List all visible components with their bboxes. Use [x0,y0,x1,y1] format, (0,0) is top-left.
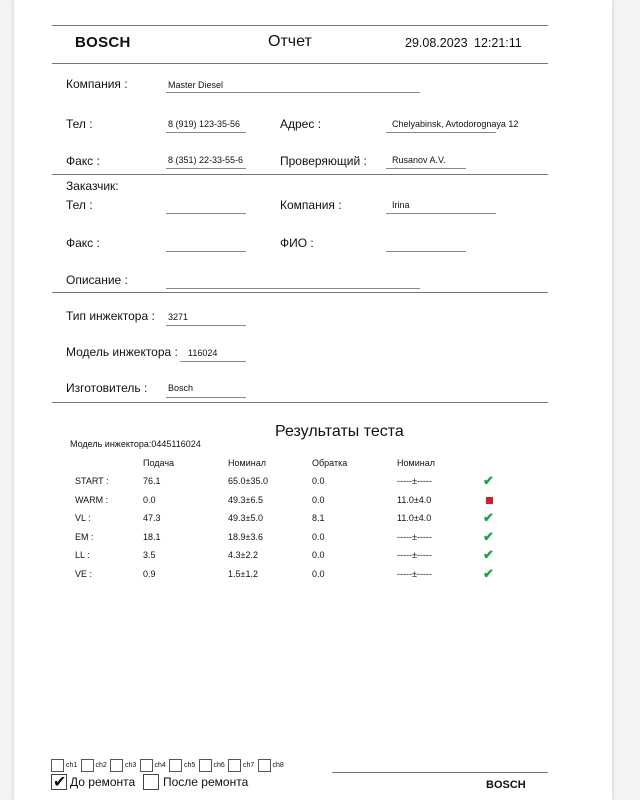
results-model-line: Модель инжектора:0445116024 [70,439,201,449]
pass-check-icon: ✔ [483,528,494,544]
row-return-nominal: -----±----- [397,531,432,542]
injector-model-underline [180,361,246,362]
before-repair-checkbox[interactable] [51,774,67,790]
row-name: VE : [75,569,93,579]
injector-type-value: 3271 [168,312,189,322]
check-mark-icon: ✔ [53,774,67,791]
col-return-nominal-header: Номинал [397,458,435,468]
after-repair-label: После ремонта [163,775,249,789]
row-nominal: 49.3±5.0 [228,513,263,524]
pass-check-icon: ✔ [483,473,494,488]
row-return: 0.0 [312,494,325,505]
row-return-nominal: -----±----- [397,550,432,561]
row-feed: 47.3 [143,513,161,524]
fax-value: 8 (351) 22-33-55-6 [168,155,244,165]
pass-check-icon: ✔ [483,510,494,526]
channel-label-ch3: ch3 [125,762,137,769]
company-label: Компания : [66,77,128,91]
tel-underline [166,132,246,133]
col-return-header: Обратка [312,458,348,468]
header-rule [52,63,548,64]
top-rule [52,25,548,26]
row-feed: 0.0 [143,494,156,505]
channel-label-ch5: ch5 [184,762,196,769]
row-return: 8.1 [312,513,325,524]
channel-label-ch7: ch7 [243,762,255,769]
pass-check-icon: ✔ [483,566,494,581]
injector-maker-label: Изготовитель : [66,381,148,395]
customer-fio-underline [386,251,466,252]
row-feed: 0.9 [143,569,156,579]
row-feed: 18.1 [143,531,161,542]
injector-type-underline [166,325,246,326]
company-underline [166,92,420,93]
row-nominal: 1.5±1.2 [228,569,258,579]
channel-label-ch1: ch1 [66,762,78,769]
customer-tel-label: Тел : [66,198,93,212]
customer-company-label: Компания : [280,198,342,212]
injector-model-label: Модель инжектора : [66,345,178,359]
channel-label-ch4: ch4 [154,762,166,769]
customer-fio-label: ФИО : [280,236,314,250]
row-feed: 3.5 [143,550,156,561]
before-repair-label: До ремонта [70,775,136,789]
injector-model-value: 116024 [188,348,218,358]
report-date: 29.08.2023 [405,36,468,50]
customer-fax-label: Факс : [66,236,100,250]
row-return: 0.0 [312,476,325,486]
description-underline [166,288,420,289]
row-return: 0.0 [312,569,325,579]
brand-logo: BOSCH [75,34,131,51]
customer-company-underline [386,213,496,214]
row-nominal: 4.3±2.2 [228,550,258,561]
channel-checkbox-ch7[interactable] [228,759,241,772]
customer-rule [52,174,548,175]
channel-label-ch6: ch6 [213,762,225,769]
channel-checkbox-ch2[interactable] [81,759,94,772]
fail-square-icon [486,497,493,504]
channel-label-ch8: ch8 [272,762,284,769]
fax-label: Факс : [66,154,100,168]
injector-maker-value: Bosch [168,383,194,393]
inspector-value: Rusanov A.V. [392,155,446,165]
tel-value: 8 (919) 123-35-56 [168,119,241,129]
channel-checkbox-ch8[interactable] [258,759,271,772]
pass-check-icon: ✔ [483,547,494,563]
customer-fax-underline [166,251,246,252]
row-nominal: 65.0±35.0 [228,476,268,486]
row-name: WARM : [75,494,109,505]
report-title: Отчет [268,33,312,50]
customer-company-value: Irina [392,200,410,210]
row-feed: 76.1 [143,476,161,486]
row-name: START : [75,476,109,486]
channel-checkbox-ch4[interactable] [140,759,153,772]
results-title: Результаты теста [275,423,404,440]
injector-type-label: Тип инжектора : [66,309,155,323]
channel-checkbox-ch3[interactable] [110,759,123,772]
report-page [14,0,612,800]
col-nominal-header: Номинал [228,458,266,468]
col-feed-header: Подача [143,458,175,468]
customer-tel-underline [166,213,246,214]
tel-label: Тел : [66,117,93,131]
channel-checkbox-ch6[interactable] [199,759,212,772]
company-value: Master Diesel [168,80,224,90]
address-value: Chelyabinsk, Avtodorognaya 12 [392,119,519,129]
channel-label-ch2: ch2 [95,762,107,769]
row-name: LL : [75,550,90,561]
address-underline [386,132,496,133]
address-label: Адрес : [280,117,322,131]
after-repair-checkbox[interactable] [143,774,159,790]
injector-maker-underline [166,397,246,398]
row-name: EM : [75,531,94,542]
channel-checkbox-ch1[interactable] [51,759,64,772]
footer-rule [332,772,548,773]
channel-checkbox-ch5[interactable] [169,759,182,772]
description-label: Описание : [66,273,128,287]
row-return-nominal: -----±----- [397,476,432,486]
row-return-nominal: -----±----- [397,569,432,579]
row-return: 0.0 [312,550,325,561]
fax-underline [166,168,246,169]
inspector-label: Проверяющий : [280,154,367,168]
row-return: 0.0 [312,531,325,542]
injector-rule [52,292,548,293]
row-nominal: 49.3±6.5 [228,494,263,505]
row-nominal: 18.9±3.6 [228,531,263,542]
results-rule [52,402,548,403]
customer-heading: Заказчик: [66,179,119,193]
row-return-nominal: 11.0±4.0 [397,513,432,524]
report-time: 12:21:11 [474,36,522,50]
footer-brand-logo: BOSCH [486,779,526,791]
row-name: VL : [75,513,91,524]
inspector-underline [386,168,466,169]
row-return-nominal: 11.0±4.0 [397,494,432,505]
